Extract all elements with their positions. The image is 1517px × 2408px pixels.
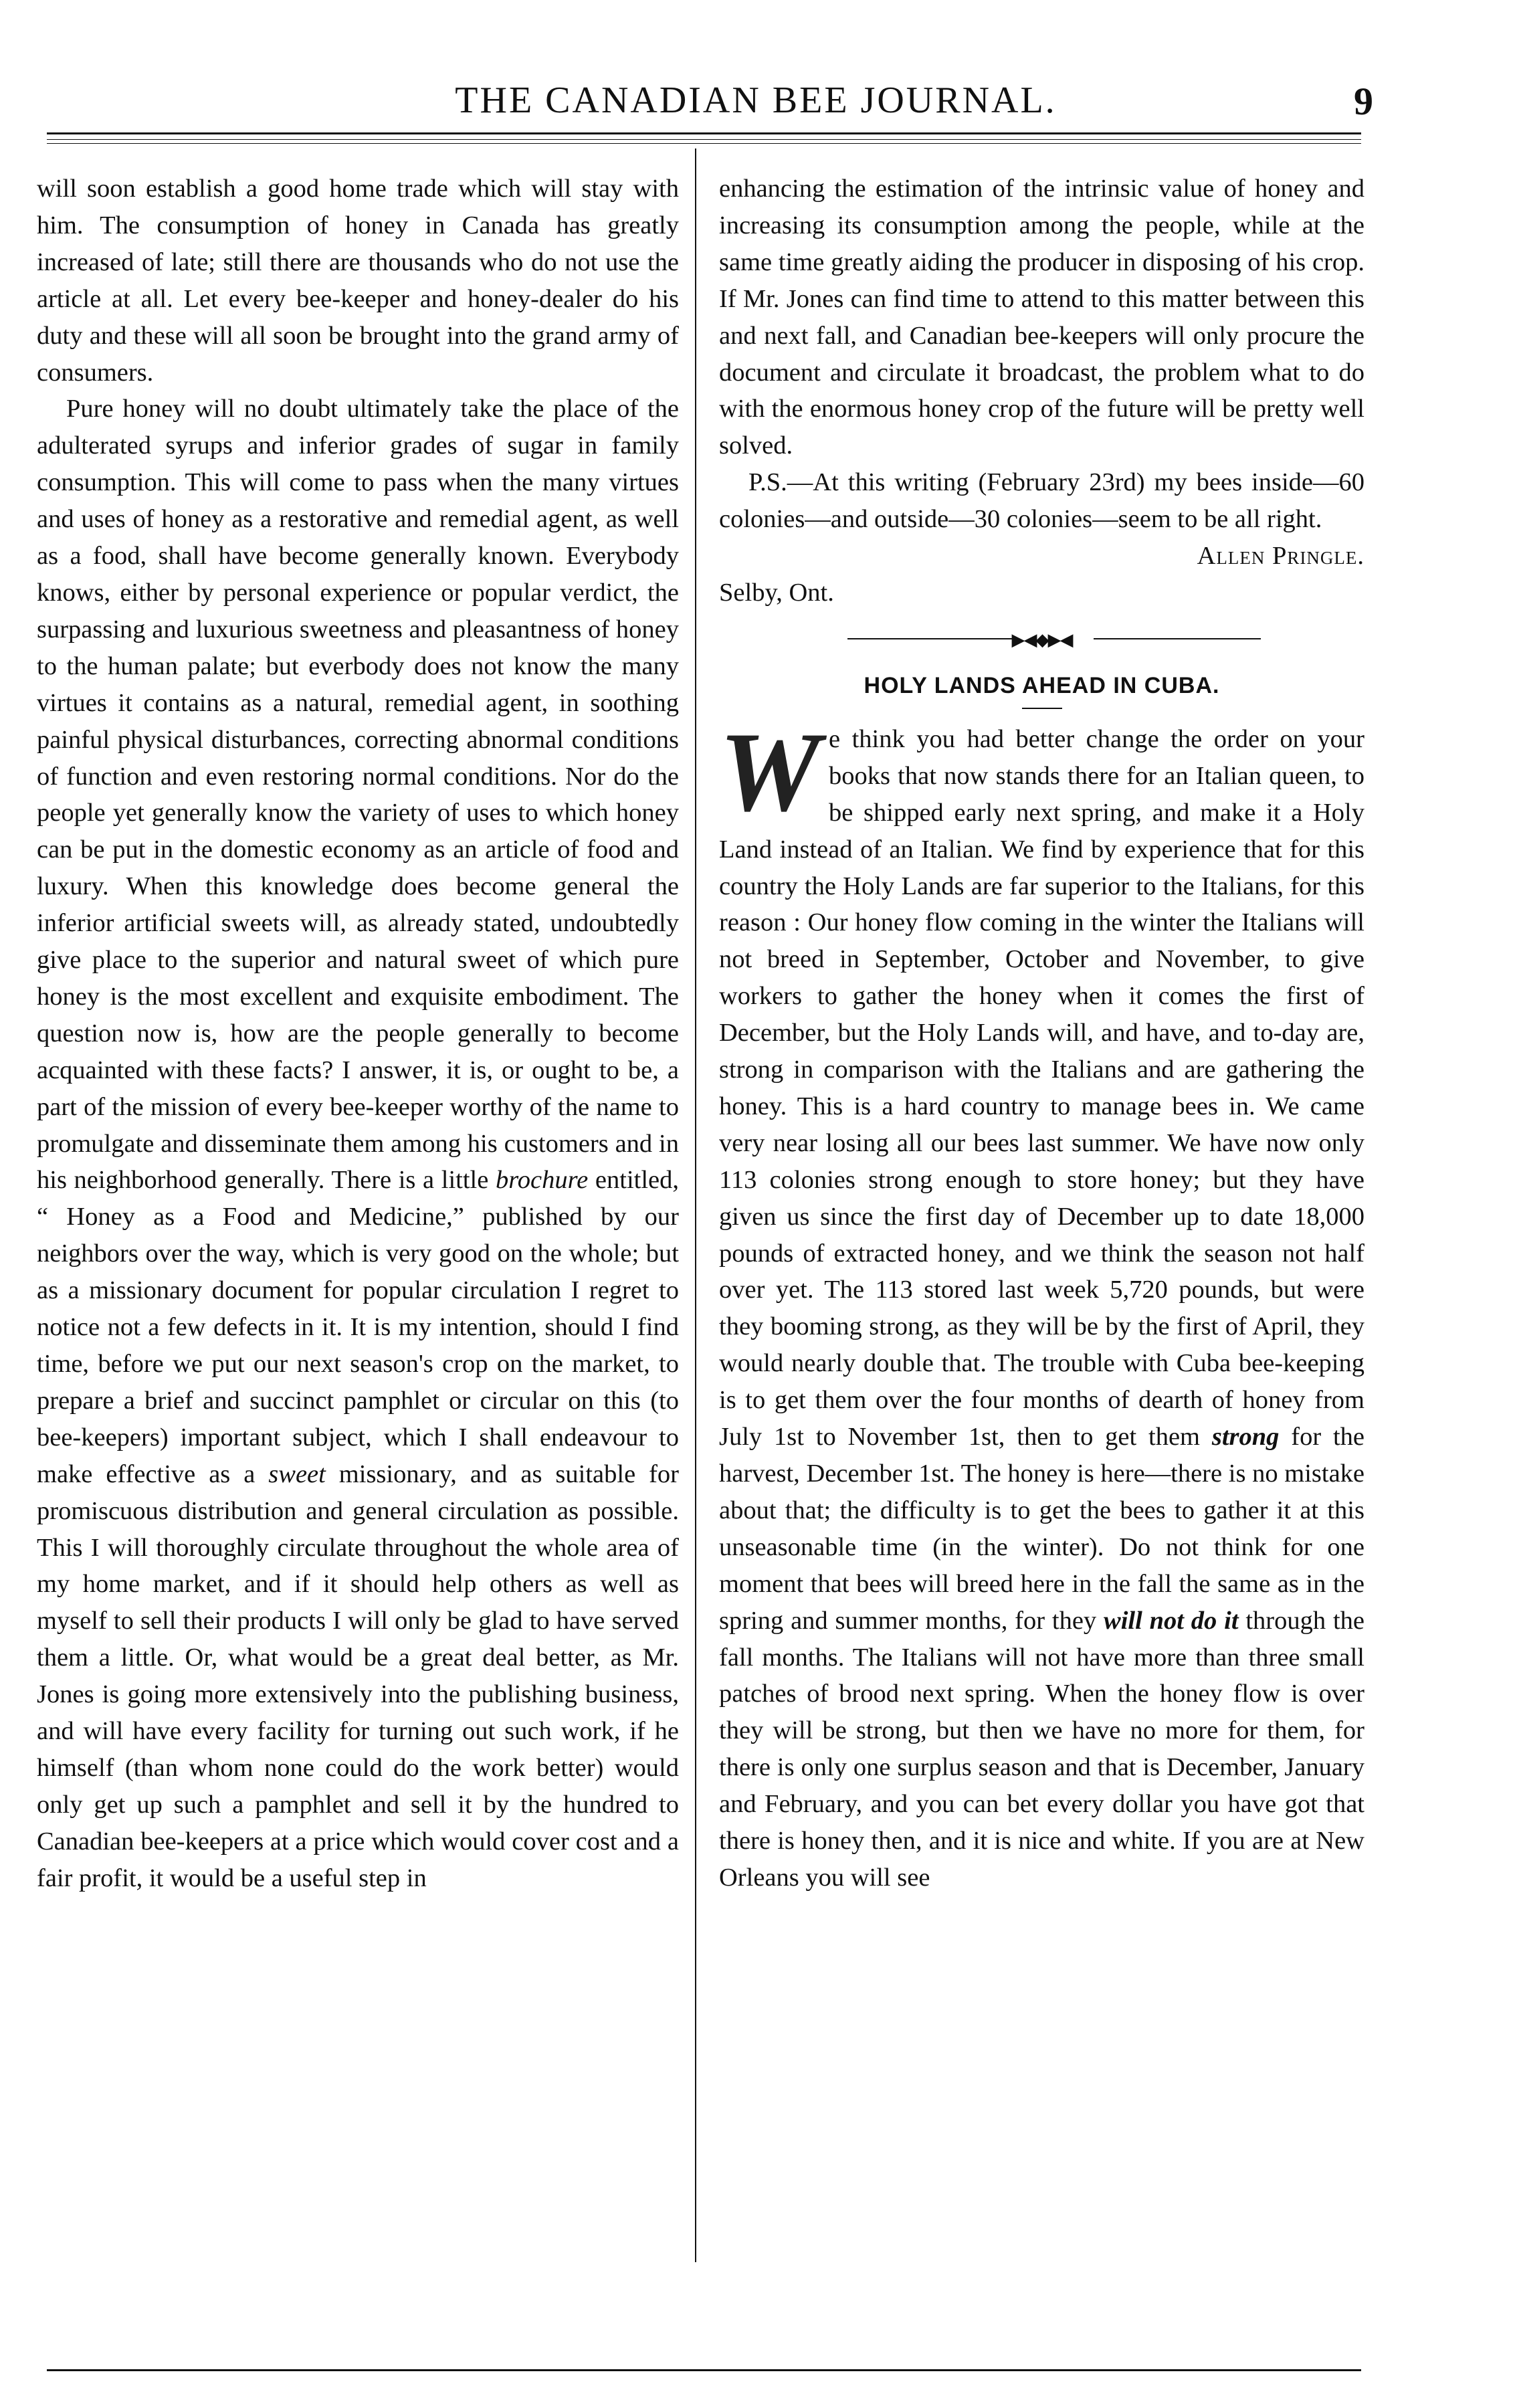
header-rule-thin-2 [47,143,1361,144]
article-part-b: for the harvest, December 1st. The honey is here—there is no mistake about that; the difficulty is to get the bees to gather it at this unseasonable time (in the winter). Do not think for one moment that bees will breed here in the fall the same as in the spring and summer months, for they [719,1423,1365,1635]
header-rule-thin [47,139,1361,140]
section-heading: HOLY LANDS AHEAD IN CUBA. [864,672,1220,698]
will-not-do-it-phrase: will not do it [1104,1606,1239,1635]
article-body [719,708,1365,1896]
postscript: P.S.—At this writing (February 23rd) my bees inside—60 colonies—and outside—30 colonies—seem to be all right. [719,468,1364,534]
left-paragraph-2 [37,391,679,1896]
running-header-title: THE CANADIAN BEE JOURNAL. [455,80,1057,121]
left-paragraph-2-part-a: Pure honey will no doubt ultimately take the place of the adulterated syrups and inferior grades of sugar in family consumption. This will come to pass when the many virtues and uses of honey as a restorative and remedial agent, as well as a food, shall have become generally known. Everybody knows, either by personal experience or popular verdict, the surpassing and luxurious sweetness and pleasantness of honey to the human palate; but everbody does not know the many virtues it contains as a natural, remedial agent, in soothing painful physical disturbances, correcting abnormal conditions of function and even restoring normal conditions. Nor do the people yet generally know the variety of uses to which honey can be put in the domestic economy as an article of food and luxury. When this knowledge does become general the inferior artificial sweets will, as already stated, undoubtedly give place to the superior and natural sweet of which pure honey is the most excellent and exquisite embodiment. The question now is, how are the people generally to become acquainted with these facts? I answer, it is, or ought to be, a part of the mission of every bee-keeper worthy of the name to promulgate and disseminate them among his customers and in his neighborhood generally. There is a little [37,395,679,1195]
left-paragraph-2-part-c: missionary, and as suitable for promiscuous distribution and general circulation as possible. This I will thoroughly circulate throughout the whole area of my home market, and if it should help others as well as myself to sell their products I will only be glad to have served them a little. Or, what would be a great deal better, as Mr. Jones is going more extensively into the publishing business, and will have every facility for turning out such work, if he himself (than whom none could do the work better) would only get up such a pamphlet and sell it by the hundred to Canadian bee-keepers at a price which would cover cost and a fair profit, it would be a useful step in [37,1460,679,1892]
article-paragraph [719,708,1365,1896]
page-number: 9 [1354,80,1373,123]
article-part-c: through the fall months. The Italians will not have more than three small patches of brood next spring. When the honey flow is over they will be strong, but then we have no more for them, for there is only one surplus season and that is December, January and February, and you can bet every dollar you have got that there is honey then, and it is nice and white. If you are at New Orleans you will see [719,1606,1364,1892]
header-rule [47,132,1361,134]
ornament-glyph: ▶◀◆▶◀ [1012,627,1072,654]
left-paragraph-1: will soon establish a good home trade which will stay with him. The consumption of honey in Canada has greatly increased of late; still there are thousands who do not use the article at all. Let every bee-keeper and honey-dealer do his duty and these will all soon be brought into the grand army of consumers. [37,175,679,387]
ornament-line-right [1094,638,1261,639]
section-ornament [719,626,1364,653]
bottom-rule [47,2369,1361,2371]
left-column [37,171,679,2338]
right-paragraph-1: enhancing the estimation of the intrinsic value of honey and increasing its consumption among the people, while at the same time greatly aiding the producer in disposing of his crop. If Mr. Jones can find time to attend to this matter between this and next fall, and Canadian bee-keepers will only procure the document and circulate it broadcast, the problem what to do with the enormous honey crop of the future will be pretty well solved. [719,175,1364,460]
author-signature: Allen Pringle. [1197,542,1364,571]
brochure-word: brochure [495,1166,589,1195]
strong-word: strong [1211,1423,1280,1451]
article-part-a: e think you had better change the order on your books that now stands there for an Italian queen, to be shipped early next spring, and make it a Holy Land instead of an Italian. We find by experience that for this country the Holy Lands are far superior to the Italians, for this reason : Our honey flow coming in the winter the Italians will not breed in September, October and November, to give workers to gather the honey when it comes the first of December, but the Holy Lands will, and have, and to-day are, strong in comparison with the Italians and are gathering the honey. This is a hard country to manage bees in. We came very near losing all our bees last summer. We have now only 113 colonies strong enough to store honey; but they have given us since the first day of December up to date 18,000 pounds of extracted honey, and we think the season not half over yet. The 113 stored last week 5,720 pounds, but were they booming strong, as they will be by the first of April, they would nearly double that. The trouble with Cuba bee-keeping is to get them over the four months of dearth of honey from July 1st to November 1st, then to get them [719,724,1364,1451]
left-paragraph-2-part-b: entitled, “ Honey as a Food and Medicine,” published by our neighbors over the way, which is very good on the whole; but as a missionary document for popular circulation I regret to notice not a few defects in it. It is my intention, should I find time, before we put our next season's crop on the market, to prepare a brief and succinct pamphlet or circular on this (to bee-keepers) important subject, which I shall endeavour to make effective as a [37,1166,680,1488]
sweet-word: sweet [268,1460,326,1488]
ornament-line-left [847,638,1015,639]
drop-cap-letter: W [719,708,821,835]
author-place: Selby, Ont. [719,578,834,607]
heading-rule [1022,708,1062,709]
right-column [719,171,1364,2338]
column-divider [695,148,696,2262]
